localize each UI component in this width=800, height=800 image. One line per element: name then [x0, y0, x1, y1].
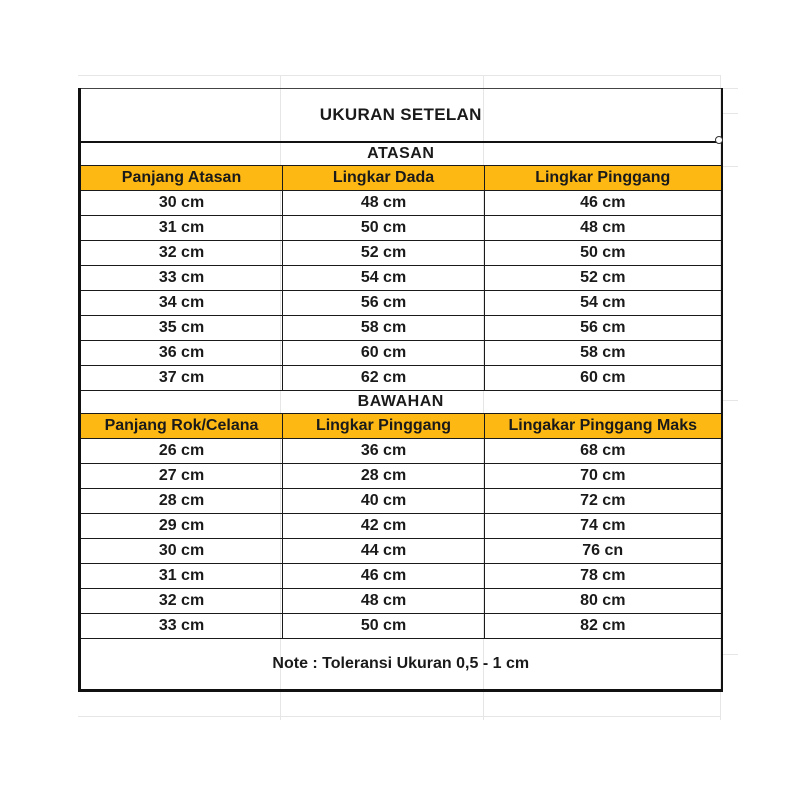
table-cell[interactable]: 44 cm	[283, 539, 485, 564]
table-row	[80, 191, 722, 216]
table-row	[80, 241, 722, 266]
chart-title[interactable]: UKURAN SETELAN	[80, 89, 722, 143]
table-cell[interactable]: 33 cm	[80, 266, 283, 291]
table-row	[80, 564, 722, 589]
table-cell[interactable]: 50 cm	[283, 216, 485, 241]
table-row	[80, 439, 722, 464]
table-cell[interactable]: 46 cm	[485, 191, 722, 216]
table-row	[80, 266, 722, 291]
table-cell[interactable]: 82 cm	[485, 614, 722, 639]
table-cell[interactable]: 54 cm	[283, 266, 485, 291]
table-cell[interactable]: 30 cm	[80, 539, 283, 564]
table-cell[interactable]: 30 cm	[80, 191, 283, 216]
table-cell[interactable]: 72 cm	[485, 489, 722, 514]
header-row-atasan	[80, 166, 722, 191]
table-cell[interactable]: 42 cm	[283, 514, 485, 539]
note-row	[80, 639, 722, 691]
table-cell[interactable]: 60 cm	[485, 366, 722, 391]
table-cell[interactable]: 46 cm	[283, 564, 485, 589]
table-cell[interactable]: 34 cm	[80, 291, 283, 316]
table-cell[interactable]: 31 cm	[80, 564, 283, 589]
table-row	[80, 291, 722, 316]
table-cell[interactable]: 50 cm	[485, 241, 722, 266]
table-cell[interactable]: 35 cm	[80, 316, 283, 341]
table-cell[interactable]: 33 cm	[80, 614, 283, 639]
table-cell[interactable]: 29 cm	[80, 514, 283, 539]
table-row	[80, 589, 722, 614]
table-cell[interactable]: 32 cm	[80, 589, 283, 614]
section-row-bawahan	[80, 391, 722, 414]
grid-line-right-1	[722, 88, 738, 89]
table-row	[80, 514, 722, 539]
table-cell[interactable]: 58 cm	[283, 316, 485, 341]
table-cell[interactable]: 37 cm	[80, 366, 283, 391]
header-cell[interactable]: Lingakar Pinggang Maks	[485, 414, 722, 439]
section-label-atasan[interactable]: ATASAN	[80, 142, 722, 166]
grid-line-right-5	[722, 654, 738, 655]
table-cell[interactable]: 26 cm	[80, 439, 283, 464]
header-cell[interactable]: Panjang Atasan	[80, 166, 283, 191]
grid-line-h-top	[78, 75, 720, 76]
header-cell[interactable]: Lingkar Dada	[283, 166, 485, 191]
table-cell[interactable]: 70 cm	[485, 464, 722, 489]
table-cell[interactable]: 76 cn	[485, 539, 722, 564]
table-cell[interactable]: 56 cm	[283, 291, 485, 316]
grid-line-right-4	[722, 400, 738, 401]
table-cell[interactable]: 28 cm	[80, 489, 283, 514]
table-row	[80, 316, 722, 341]
table-row	[80, 366, 722, 391]
table-cell[interactable]: 58 cm	[485, 341, 722, 366]
table-cell[interactable]: 40 cm	[283, 489, 485, 514]
title-row	[80, 89, 722, 143]
table-cell[interactable]: 36 cm	[80, 341, 283, 366]
table-cell[interactable]: 28 cm	[283, 464, 485, 489]
table-cell[interactable]: 27 cm	[80, 464, 283, 489]
table-cell[interactable]: 60 cm	[283, 341, 485, 366]
table-cell[interactable]: 74 cm	[485, 514, 722, 539]
table-row	[80, 539, 722, 564]
table-row	[80, 341, 722, 366]
table-row	[80, 489, 722, 514]
table-cell[interactable]: 31 cm	[80, 216, 283, 241]
header-cell[interactable]: Lingkar Pinggang	[485, 166, 722, 191]
tolerance-note[interactable]: Note : Toleransi Ukuran 0,5 - 1 cm	[80, 639, 722, 691]
table-row	[80, 464, 722, 489]
section-row-atasan	[80, 142, 722, 166]
size-chart-table	[78, 88, 723, 692]
grid-line-right-3	[722, 166, 738, 167]
table-cell[interactable]: 48 cm	[283, 589, 485, 614]
table-cell[interactable]: 54 cm	[485, 291, 722, 316]
header-cell[interactable]: Lingkar Pinggang	[283, 414, 485, 439]
table-cell[interactable]: 52 cm	[283, 241, 485, 266]
table-row	[80, 216, 722, 241]
table-cell[interactable]: 52 cm	[485, 266, 722, 291]
table-cell[interactable]: 68 cm	[485, 439, 722, 464]
table-cell[interactable]: 78 cm	[485, 564, 722, 589]
resize-handle[interactable]	[715, 136, 723, 144]
table-row	[80, 614, 722, 639]
table-cell[interactable]: 48 cm	[485, 216, 722, 241]
table-cell[interactable]: 50 cm	[283, 614, 485, 639]
section-label-bawahan[interactable]: BAWAHAN	[80, 391, 722, 414]
table-cell[interactable]: 32 cm	[80, 241, 283, 266]
grid-line-right-2	[722, 113, 738, 114]
table-cell[interactable]: 80 cm	[485, 589, 722, 614]
table-cell[interactable]: 36 cm	[283, 439, 485, 464]
grid-line-h-bottom	[78, 716, 720, 717]
table-cell[interactable]: 62 cm	[283, 366, 485, 391]
table-cell[interactable]: 56 cm	[485, 316, 722, 341]
table-cell[interactable]: 48 cm	[283, 191, 485, 216]
header-row-bawahan	[80, 414, 722, 439]
header-cell[interactable]: Panjang Rok/Celana	[80, 414, 283, 439]
